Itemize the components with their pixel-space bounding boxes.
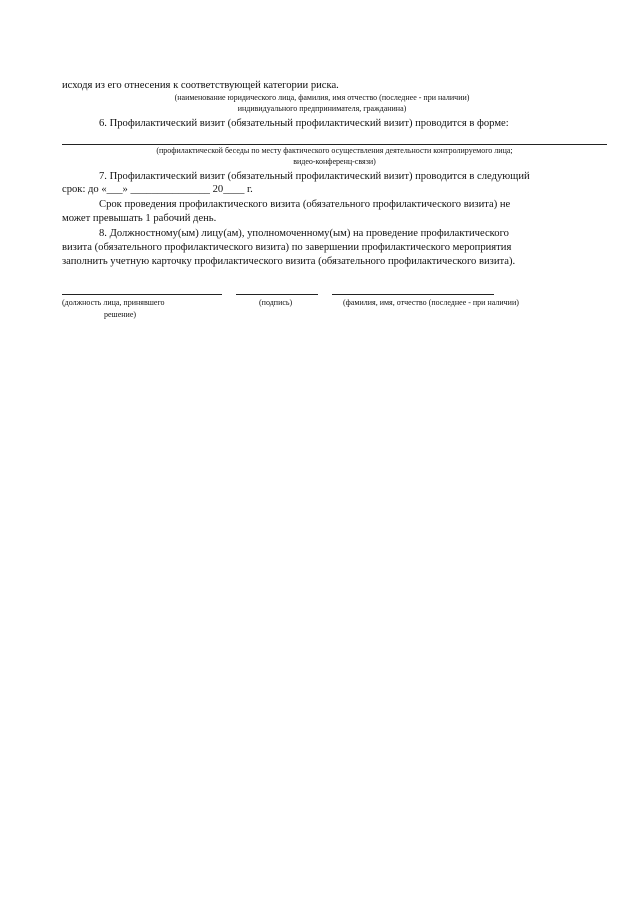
form-caption-line-1: (профилактической беседы по месту фактического осуществления деятельности контролируемого лица;: [156, 146, 513, 155]
form-fill-line: [62, 144, 607, 145]
entity-caption-line-1: (наименование юридического лица, фамилия, имя отчество (последнее - при наличии): [174, 93, 470, 102]
entity-caption-line-2: индивидуального предпринимателя, гражданина): [237, 104, 407, 113]
item-8-line-3: заполнить учетную карточку профилактического визита (обязательного профилактического визита).: [62, 256, 516, 267]
signature-sign-line: [236, 294, 318, 295]
signature-position-caption-1: (должность лица, принявшего: [62, 298, 165, 307]
signature-caption: (подпись): [259, 298, 293, 307]
signature-name-line: [332, 294, 494, 295]
signature-position-line: [62, 294, 222, 295]
risk-category-line: исходя из его отнесения к соответствующей категории риска.: [62, 80, 339, 91]
form-caption-line-2: видео-конференц-связи): [293, 157, 376, 166]
item-8-line-2: визита (обязательного профилактического визита) по завершении профилактического мероприятия: [62, 242, 512, 253]
full-name-caption: (фамилия, имя, отчество (последнее - при наличии): [343, 298, 519, 307]
item-8-line-1: 8. Должностному(ым) лицу(ам), уполномоченному(ым) на проведение профилактического: [99, 228, 509, 239]
item-6-text: [62, 117, 607, 130]
signature-position-caption-2: решение): [104, 310, 137, 319]
item-7-line-1: 7. Профилактический визит (обязательный профилактический визит) проводится в следующий: [99, 171, 530, 182]
item-7-line-2: срок: до «___» _______________ 20____ г.: [62, 184, 253, 195]
term-line-1: Срок проведения профилактического визита (обязательного профилактического визита) не: [99, 199, 511, 210]
term-line-2: может превышать 1 рабочий день.: [62, 213, 217, 224]
item-6-span: 6. Профилактический визит (обязательный профилактический визит) проводится в форме:: [99, 118, 509, 129]
